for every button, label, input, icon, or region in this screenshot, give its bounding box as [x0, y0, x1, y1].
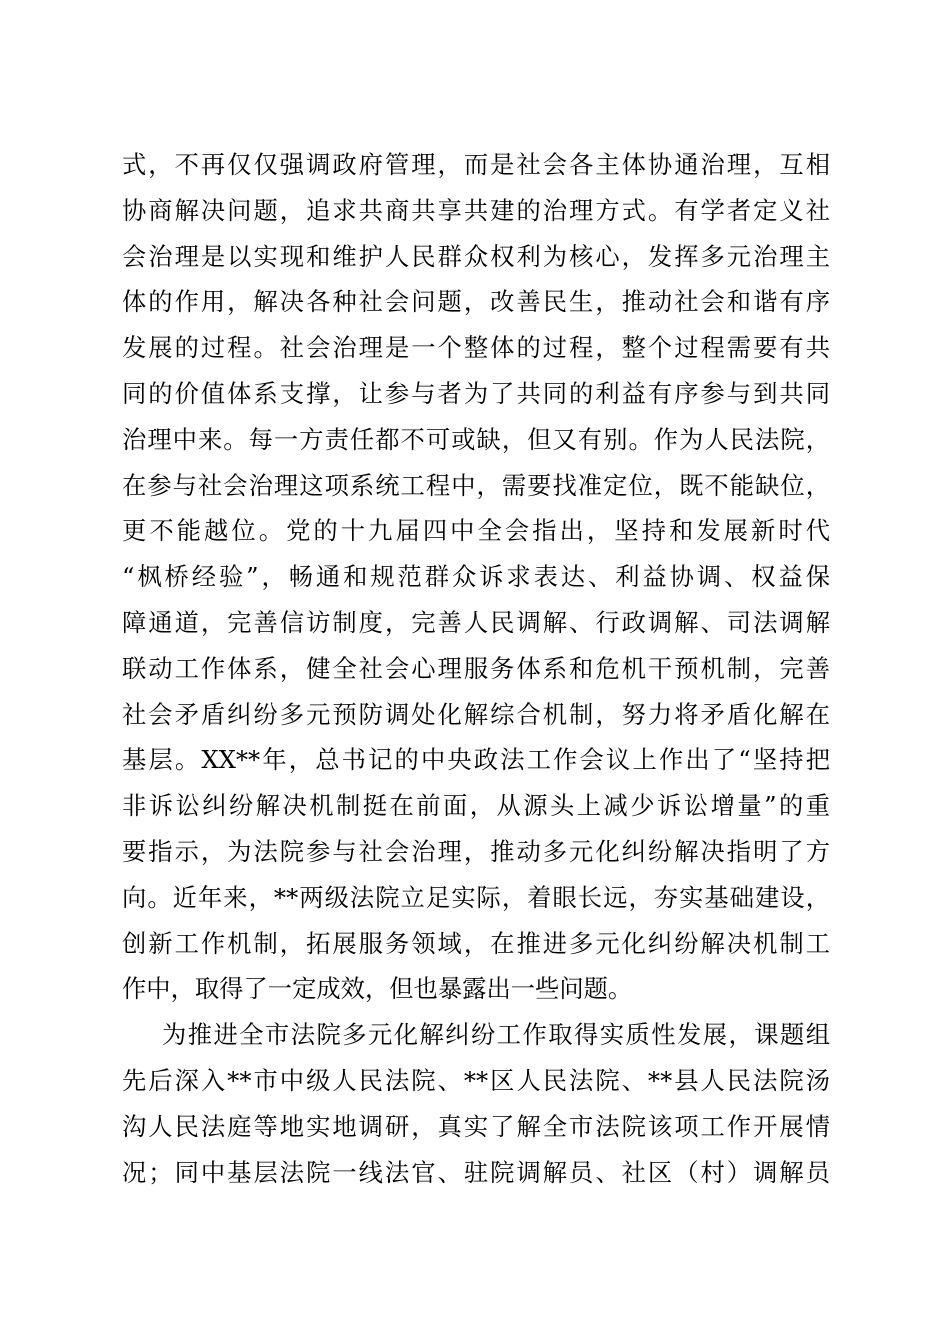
text-line: 非诉讼纠纷解决机制挺在前面，从源头上减少诉讼增量”的重 — [122, 791, 830, 821]
text-line: 基层。XX**年，总书记的中央政法工作会议上作出了“坚持把 — [122, 745, 830, 775]
text-line: 况；同中基层法院一线法官、驻院调解员、社区（村）调解员 — [122, 1157, 830, 1187]
text-line: 发展的过程。社会治理是一个整体的过程，整个过程需要有共 — [122, 333, 830, 363]
text-line: 先后深入**市中级人民法院、**区人民法院、**县人民法院汤 — [122, 1065, 830, 1095]
text-line: 体的作用，解决各种社会问题，改善民生，推动社会和谐有序 — [122, 287, 830, 317]
text-line: 障通道，完善信访制度，完善人民调解、行政调解、司法调解 — [122, 607, 830, 637]
text-line: 同的价值体系支撑，让参与者为了共同的利益有序参与到共同 — [122, 378, 830, 408]
text-line: 为推进全市法院多元化解纠纷工作取得实质性发展，课题组 — [162, 1020, 830, 1050]
text-line: 会治理是以实现和维护人民群众权利为核心，发挥多元治理主 — [122, 241, 830, 271]
paragraph-1 — [122, 142, 830, 1012]
text-line: 式，不再仅仅强调政府管理，而是社会各主体协通治理，互相 — [122, 150, 830, 179]
text-line: 在参与社会治理这项系统工程中，需要找准定位，既不能缺位， — [122, 470, 830, 500]
text-line: 社会矛盾纠纷多元预防调处化解综合机制，努力将矛盾化解在 — [122, 699, 830, 729]
document-body — [122, 142, 830, 1195]
text-line: 创新工作机制，拓展服务领域，在推进多元化纠纷解决机制工 — [122, 928, 830, 958]
text-line: 沟人民法庭等地实地调研，真实了解全市法院该项工作开展情 — [122, 1111, 830, 1141]
text-line: 更不能越位。党的十九届四中全会指出，坚持和发展新时代 — [122, 516, 830, 546]
text-line: 要指示，为法院参与社会治理，推动多元化纠纷解决指明了方 — [122, 836, 830, 866]
text-line: “枫桥经验”，畅通和规范群众诉求表达、利益协调、权益保 — [122, 562, 830, 592]
text-line: 治理中来。每一方责任都不可或缺，但又有别。作为人民法院， — [122, 424, 830, 454]
text-line: 向。近年来，**两级法院立足实际，着眼长远，夯实基础建设， — [122, 882, 830, 912]
text-line: 协商解决问题，追求共商共享共建的治理方式。有学者定义社 — [122, 195, 830, 225]
text-line: 作中，取得了一定成效，但也暴露出一些问题。 — [122, 974, 633, 1004]
text-line: 联动工作体系，健全社会心理服务体系和危机干预机制，完善 — [122, 653, 830, 683]
paragraph-2 — [122, 1012, 830, 1195]
